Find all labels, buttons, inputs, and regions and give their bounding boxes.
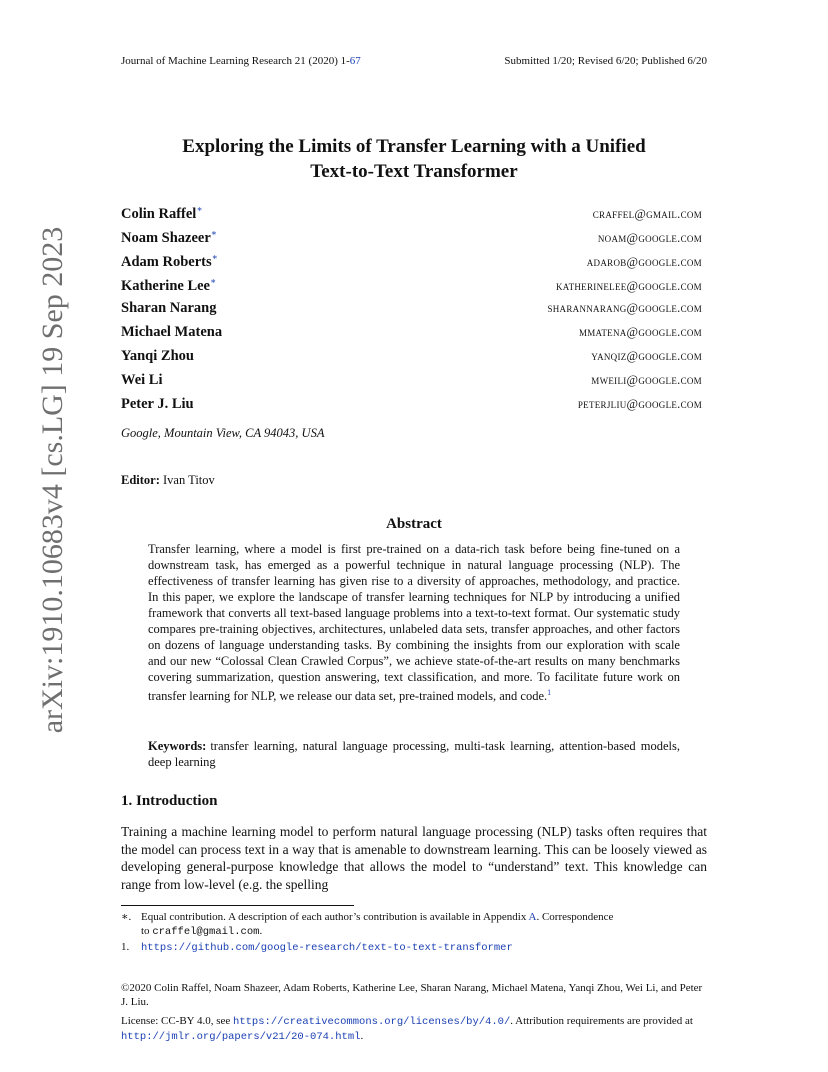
editor-label: Editor: [121, 473, 160, 487]
author-email: sharannarang@google.com [547, 301, 702, 315]
author-name: Yanqi Zhou [121, 348, 194, 364]
appendix-link[interactable]: A [528, 911, 537, 923]
footnote-1 [121, 941, 513, 954]
equal-contribution-mark[interactable]: ∗ [210, 276, 217, 286]
footnote-mark: ∗. [121, 911, 132, 923]
abstract-text: Transfer learning, where a model is first pre-trained on a data-rich task before being fine-tuned on a downstream task, has emerged as a powerful technique in natural language processing (NLP). The effectiveness of transfer learning has given rise to a diversity of approaches, methodology, and practice. In this paper, we explore the landscape of transfer learning techniques for NLP by introducing a unified framework that converts all text-based language problems into a text-to-text format. Our systematic study compares pre-training objectives, architectures, unlabeled data sets, transfer approaches, and other factors on dozens of language understanding tasks. By combining the insights from our exploration with scale and our new “Colossal Clean Crawled Corpus”, we achieve state-of-the-art results on many benchmarks covering summarization, question answering, text classification, and more. To facilitate future work on transfer learning for NLP, we release our data set, pre-trained models, and code. [148, 542, 680, 704]
license-notice [121, 1014, 707, 1044]
author-email: adarob@google.com [586, 254, 702, 269]
author-name: Katherine Lee∗ [121, 276, 217, 294]
license-text: . [360, 1030, 364, 1042]
author-email: yanqiz@google.com [591, 349, 702, 363]
author-name: Wei Li [121, 372, 163, 388]
author-row [121, 276, 702, 300]
author-email: peterjliu@google.com [577, 397, 702, 411]
editor-line [121, 473, 215, 488]
license-text: License: CC-BY 4.0, see [121, 1015, 234, 1027]
footnote-text: . [259, 925, 263, 937]
author-name: Colin Raffel∗ [121, 204, 203, 222]
footnote-text: to [141, 925, 153, 937]
footnote-divider [121, 905, 354, 906]
journal-pages-link[interactable]: 67 [349, 55, 361, 67]
abstract-heading: Abstract [386, 516, 442, 532]
author-row [121, 372, 702, 396]
author-email: katherinelee@google.com [555, 278, 702, 293]
author-list [121, 204, 702, 420]
copyright-notice: ©2020 Colin Raffel, Noam Shazeer, Adam Roberts, Katherine Lee, Sharan Narang, Michael Matena, Yanqi Zhou, Wei Li, and Peter J. Liu. [121, 982, 703, 1008]
author-row [121, 348, 702, 372]
author-row [121, 324, 702, 348]
author-name: Michael Matena [121, 324, 223, 340]
author-name: Noam Shazeer∗ [121, 228, 217, 246]
journal-header [121, 55, 361, 67]
editor-name: Ivan Titov [163, 473, 215, 487]
paper-page-link[interactable]: http://jmlr.org/papers/v21/20-074.html [121, 1031, 361, 1043]
author-name: Peter J. Liu [121, 396, 194, 412]
correspondence-email: craffel@gmail.com [152, 926, 260, 938]
introduction-text: Training a machine learning model to perform natural language processing (NLP) tasks often requires that the model can process text in a way that is amenable to downstream learning. This can be loosely viewed as developing general-purpose knowledge that allows the model to “understand” text. This knowledge can range from low-level (e.g. the spelling [121, 824, 707, 892]
footnote-mark: 1. [121, 941, 130, 953]
author-email: mmatena@google.com [578, 325, 702, 339]
paper-title [0, 134, 828, 184]
footnote-equal-contribution [121, 910, 707, 939]
title-line-2: Text-to-Text Transformer [310, 161, 518, 182]
footnote-1-ref[interactable]: 1 [547, 688, 552, 697]
equal-contribution-mark[interactable]: ∗ [196, 204, 203, 214]
author-row [121, 252, 702, 276]
abstract-body [148, 541, 680, 704]
footnote-text: . Correspondence [536, 911, 614, 923]
author-email: craffel@gmail.com [592, 206, 702, 221]
affiliation: Google, Mountain View, CA 94043, USA [121, 426, 325, 440]
equal-contribution-mark[interactable]: ∗ [211, 252, 218, 262]
author-row [121, 300, 702, 324]
author-email: noam@google.com [597, 230, 702, 245]
code-repo-link[interactable]: https://github.com/google-research/text-to-text-transformer [141, 942, 513, 954]
keywords-text: transfer learning, natural language processing, multi-task learning, attention-based models, deep learning [148, 739, 680, 769]
arxiv-stamp: arXiv:1910.10683v4 [cs.LG] 19 Sep 2023 [36, 226, 69, 734]
submission-dates: Submitted 1/20; Revised 6/20; Published 6/20 [504, 55, 707, 67]
journal-name: Journal of Machine Learning Research 21 (2020) 1- [121, 55, 350, 67]
author-name: Sharan Narang [121, 300, 217, 316]
section-heading-introduction: 1. Introduction [121, 793, 218, 809]
author-row [121, 396, 702, 420]
keywords-label: Keywords: [148, 739, 207, 753]
author-name: Adam Roberts∗ [121, 252, 218, 270]
author-email: mweili@google.com [591, 373, 702, 387]
footnote-text: Equal contribution. A description of each author’s contribution is available in Appendix [141, 911, 529, 923]
license-text: . Attribution requirements are provided at [510, 1015, 693, 1027]
title-line-1: Exploring the Limits of Transfer Learning with a Unified [182, 136, 646, 157]
keywords [148, 738, 680, 770]
author-row [121, 204, 702, 228]
author-row [121, 228, 702, 252]
equal-contribution-mark[interactable]: ∗ [210, 228, 217, 238]
license-link[interactable]: https://creativecommons.org/licenses/by/4.0/ [233, 1016, 511, 1028]
